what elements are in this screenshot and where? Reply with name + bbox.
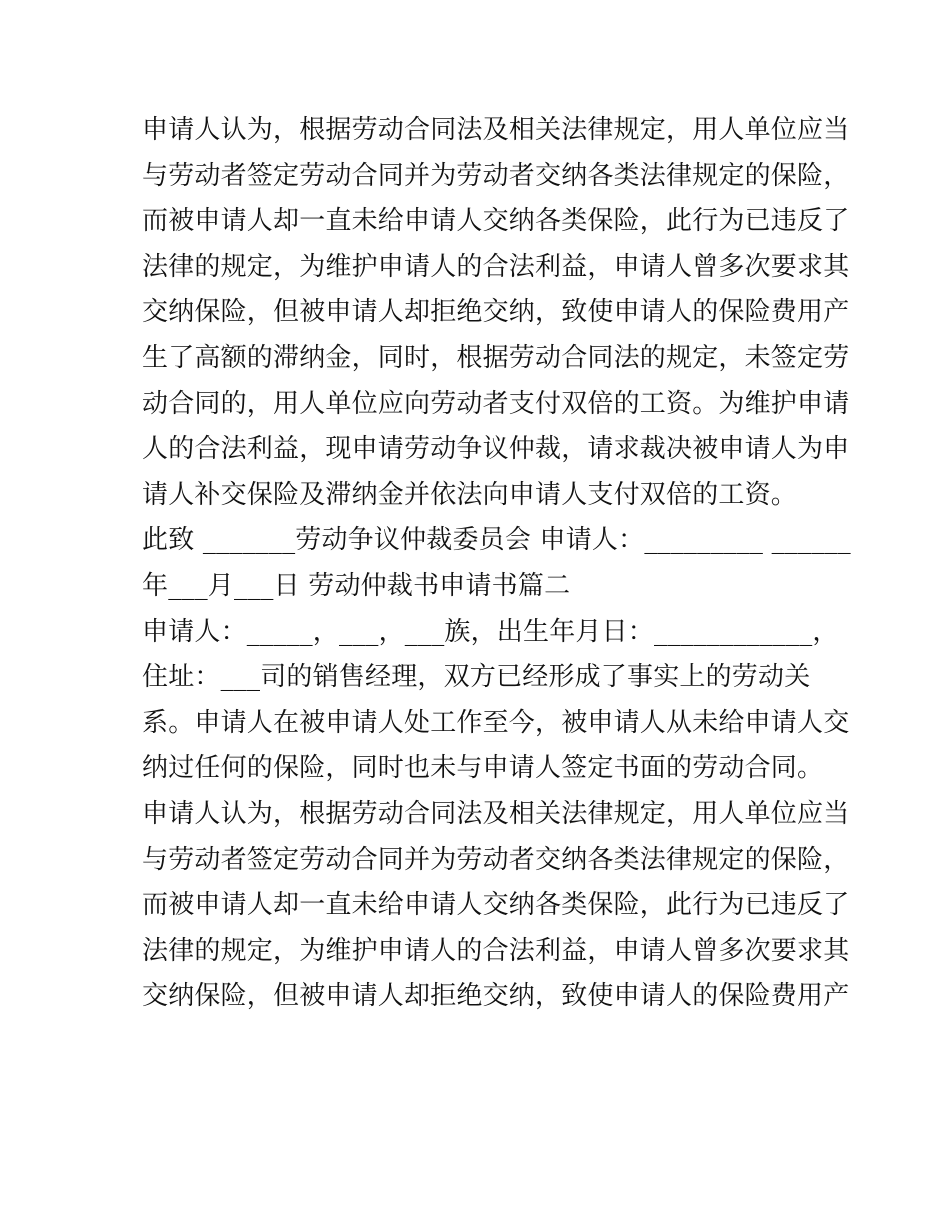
- text-line: 与劳动者签定劳动合同并为劳动者交纳各类法律规定的保险，: [142, 844, 850, 875]
- document-body: [142, 108, 851, 1020]
- text-line: 法律的规定，为维护申请人的合法利益，申请人曾多次要求其: [142, 251, 850, 282]
- salutation-line: 此致 _______劳动争议仲裁委员会 申请人：_________ ______: [142, 525, 851, 556]
- text-line: 动合同的，用人单位应向劳动者支付双倍的工资。为维护申请: [142, 388, 850, 419]
- text-line: 与劳动者签定劳动合同并为劳动者交纳各类法律规定的保险，: [142, 160, 850, 191]
- text-line: 人的合法利益，现申请劳动争议仲裁，请求裁决被申请人为申: [142, 434, 850, 465]
- text-line: 申请人认为，根据劳动合同法及相关法律规定，用人单位应当: [142, 798, 850, 829]
- applicant-info-line: 申请人：_____，___，___族，出生年月日：____________，: [142, 616, 839, 647]
- text-line: 生了高额的滞纳金，同时，根据劳动合同法的规定，未签定劳: [142, 342, 850, 373]
- text-line: 住址：___司的销售经理，双方已经形成了事实上的劳动关: [142, 662, 811, 693]
- text-line: 交纳保险，但被申请人却拒绝交纳，致使申请人的保险费用产: [142, 297, 850, 328]
- text-line: 而被申请人却一直未给申请人交纳各类保险，此行为已违反了: [142, 206, 850, 237]
- text-line: 法律的规定，为维护申请人的合法利益，申请人曾多次要求其: [142, 935, 850, 966]
- text-line: 交纳保险，但被申请人却拒绝交纳，致使申请人的保险费用产: [142, 981, 850, 1012]
- text-line: 纳过任何的保险，同时也未与申请人签定书面的劳动合同。: [142, 753, 824, 784]
- date-section-heading-line: 年___月___日 劳动仲裁书申请书篇二: [142, 570, 571, 601]
- text-line: 申请人认为，根据劳动合同法及相关法律规定，用人单位应当: [142, 115, 850, 145]
- text-line: 系。申请人在被申请人处工作至今，被申请人从未给申请人交: [142, 707, 850, 738]
- text-line: 而被申请人却一直未给申请人交纳各类保险，此行为已违反了: [142, 890, 850, 921]
- text-line: 请人补交保险及滞纳金并依法向申请人支付双倍的工资。: [142, 479, 798, 510]
